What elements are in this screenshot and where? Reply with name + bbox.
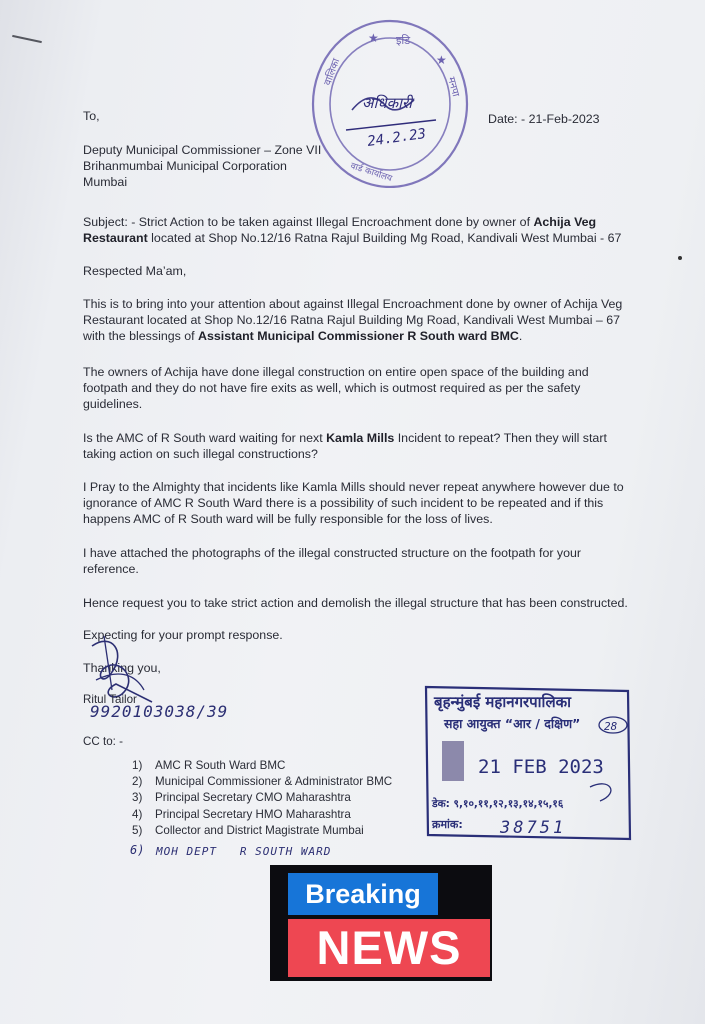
paragraph-text: Is the AMC of R South ward waiting for next [83, 431, 327, 445]
stamp-title: बृहन्मुंबई महानगरपालिका [434, 693, 572, 711]
paragraph-line: ignorance of AMC R South Ward there is a possibility of such incident to be repeated and if this [83, 496, 604, 511]
cc-text: AMC R South Ward BMC [155, 759, 286, 772]
news-label: NEWS [288, 919, 490, 977]
cc-text: Municipal Commissioner & Administrator BMC [155, 775, 393, 789]
paragraph-line: guidelines. [83, 397, 143, 412]
breaking-label: Breaking [288, 873, 438, 915]
recipient-line: Brihanmumbai Municipal Corporation [83, 159, 287, 174]
paragraph-line: taking action on such illegal constructions? [83, 447, 318, 462]
cc-number: 4) [132, 807, 143, 821]
cc-text: Principal Secretary CMO Maharashtra [155, 791, 351, 805]
receipt-stamp [422, 683, 632, 843]
svg-text:इडि: इडि [396, 34, 411, 47]
paragraph-bold: Assistant Municipal Commissioner R South ward BMC [198, 329, 519, 344]
paragraph-line: The owners of Achija have done illegal construction on entire open space of the building and [83, 365, 589, 379]
paragraph-bold: Kamla Mills [326, 431, 395, 445]
paragraph-1 [83, 296, 622, 345]
subject-text: located at Shop No.12/16 Ratna Rajul Building Mg Road, Kandivali West Mumbai - 67 [147, 231, 622, 246]
paragraph-line: I have attached the photographs of the illegal constructed structure on the footpath for your [83, 546, 582, 560]
cc-item [132, 823, 392, 839]
stamp-number-label: क्रमांक: [432, 818, 463, 831]
stamp-date: 21 FEB 2023 [478, 756, 604, 778]
paragraph-5 [83, 545, 581, 577]
svg-text:मनपा: मनपा [445, 75, 461, 98]
paragraph-6: Hence request you to take strict action and demolish the illegal structure that has been constructed. [83, 596, 628, 610]
recipient-line: Deputy Municipal Commissioner – Zone VII [83, 143, 322, 157]
paragraph-text: Incident to repeat? Then they will start [394, 431, 607, 445]
cc-item [132, 807, 392, 823]
closing-expecting: Expecting for your prompt response. [83, 628, 283, 642]
subject-bold: Achija Veg [533, 215, 597, 229]
paragraph-text: with the blessings of [83, 329, 199, 344]
cc-text: Principal Secretary HMO Maharashtra [155, 807, 351, 821]
cc-item [132, 758, 392, 774]
cc-item [132, 774, 392, 790]
cc-text: Collector and District Magistrate Mumbai [155, 823, 364, 837]
cc-number: 5) [132, 823, 143, 837]
paragraph-4 [83, 479, 624, 528]
to-label: To, [83, 109, 100, 123]
paragraph-line: This is to bring into your attention about against Illegal Encroachment done by owner of Achija Veg [83, 297, 623, 311]
stamp-circled-number: 28 [604, 720, 618, 733]
stamp-subtitle: सहा आयुक्त “आर / दक्षिण” [444, 716, 581, 731]
recipient-line: Mumbai [83, 175, 128, 190]
cc-number: 3) [132, 791, 143, 805]
cc-label: CC to: - [83, 735, 123, 748]
cc-number: 1) [132, 759, 143, 772]
cc-list [132, 758, 392, 839]
paragraph-line: I Pray to the Almighty that incidents like Kamla Mills should never repeat anywhere however due to [83, 480, 624, 494]
stamp-number: 38751 [500, 818, 567, 838]
sender-name: Ritul Tailor [83, 693, 137, 706]
cc-handwritten-number: 6) [130, 843, 145, 857]
paragraph-line: happens AMC of R South ward will be fully responsible for the loss of lives. [83, 512, 493, 527]
subject-text: Subject: - Strict Action to be taken against Illegal Encroachment done by owner of [83, 215, 534, 229]
paragraph-text: . [518, 329, 523, 344]
seal-date: 24.2.23 [366, 125, 427, 150]
closing-thanking: Thanking you, [83, 661, 161, 675]
pen-mark [12, 35, 42, 43]
cc-number: 2) [132, 775, 143, 789]
paragraph-2 [83, 364, 589, 413]
seal-initials: अधिकारी [362, 94, 412, 112]
subject-bold: Restaurant [83, 231, 148, 246]
svg-text:वालिका: वालिका [322, 57, 343, 88]
recipient-address [83, 142, 321, 191]
cc-item [132, 790, 392, 806]
stamp-desk-line: डेक: ९,१०,११,१२,१३,१४,१५,१६ [432, 798, 564, 810]
svg-text:★: ★ [436, 53, 447, 67]
salutation: Respected Ma’am, [83, 264, 187, 278]
letter-date: Date: - 21-Feb-2023 [488, 112, 600, 126]
ink-dot [678, 256, 682, 260]
sender-phone-handwritten: 9920103038/39 [90, 702, 229, 721]
paragraph-line: reference. [83, 562, 139, 577]
svg-text:वार्ड कार्यालय: वार्ड कार्यालय [349, 161, 394, 185]
paragraph-line: footpath and they do not have fire exits as well, which is outmost required as per the safety [83, 381, 581, 396]
subject [83, 214, 621, 246]
paragraph-line: Restaurant located at Shop No.12/16 Ratna Rajul Building Mg Road, Kandivali West Mumbai – 67 [83, 313, 621, 328]
round-seal-stamp [310, 18, 470, 188]
paragraph-3 [83, 430, 607, 462]
breaking-news-overlay [270, 865, 492, 981]
cc-handwritten-entry: MOH DEPT R SOUTH WARD [156, 845, 332, 858]
svg-text:★: ★ [368, 31, 379, 45]
